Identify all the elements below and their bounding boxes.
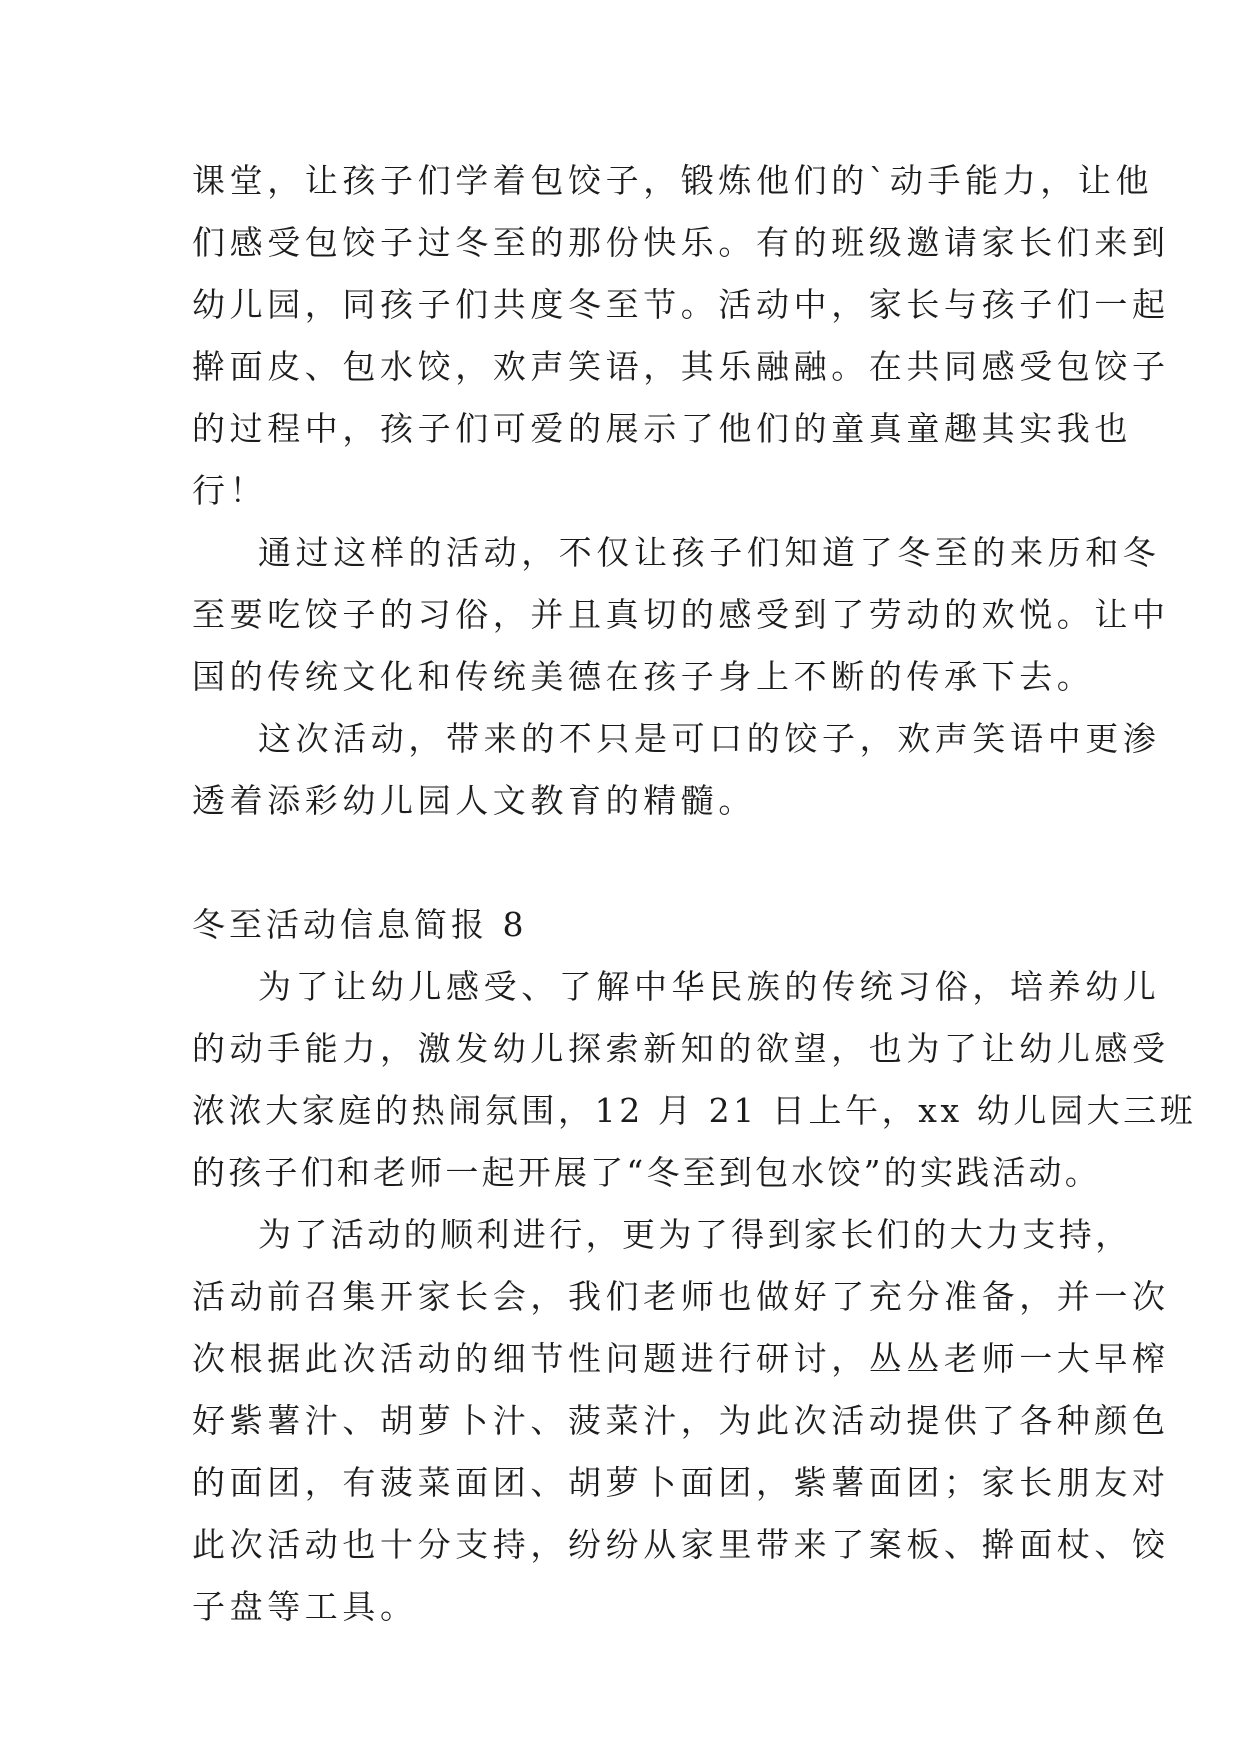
text-line: 通过这样的活动，不仅让孩子们知道了冬至的来历和冬: [258, 533, 1161, 572]
text-line: 的过程中，孩子们可爱的展示了他们的童真童趣其实我也: [192, 409, 1132, 448]
paragraph-result: [192, 522, 1170, 708]
text-line: 课堂，让孩子们学着包饺子，锻炼他们的`动手能力，让他: [192, 161, 1154, 200]
section-title: 冬至活动信息简报 8: [192, 905, 528, 944]
text-line: 这次活动，带来的不只是可口的饺子，欢声笑语中更渗: [258, 719, 1161, 758]
text-line: 此次活动也十分支持，纷纷从家里带来了案板、擀面杖、饺: [192, 1525, 1170, 1564]
text-line: 们感受包饺子过冬至的那份快乐。有的班级邀请家长们来到: [192, 223, 1170, 262]
text-line: 好紫薯汁、胡萝卜汁、菠菜汁，为此次活动提供了各种颜色: [192, 1401, 1170, 1440]
paragraph-continuation: [192, 150, 1170, 522]
text-line: 为了让幼儿感受、了解中华民族的传统习俗，培养幼儿: [258, 967, 1161, 1006]
document-body: [192, 150, 1197, 1638]
text-line: 浓浓大家庭的热闹氛围，12 月 21 日上午，xx 幼儿园大三班: [192, 1091, 1197, 1130]
paragraph-preparation: [192, 1204, 1170, 1638]
text-line: 透着添彩幼儿园人文教育的精髓。: [192, 781, 756, 820]
text-line: 次根据此次活动的细节性问题进行研讨，丛丛老师一大早榨: [192, 1339, 1170, 1378]
text-line: 的动手能力，激发幼儿探索新知的欲望，也为了让幼儿感受: [192, 1029, 1170, 1068]
text-line: 行！: [192, 471, 268, 510]
text-line: 为了活动的顺利进行，更为了得到家长们的大力支持，: [258, 1215, 1132, 1254]
text-line: 的孩子们和老师一起开展了“冬至到包水饺”的实践活动。: [192, 1153, 1101, 1192]
text-line: 幼儿园，同孩子们共度冬至节。活动中，家长与孩子们一起: [192, 285, 1170, 324]
text-line: 擀面皮、包水饺，欢声笑语，其乐融融。在共同感受包饺子: [192, 347, 1170, 386]
text-line: 至要吃饺子的习俗，并且真切的感受到了劳动的欢悦。让中: [192, 595, 1170, 634]
paragraph-intro: [192, 956, 1197, 1204]
text-line: 活动前召集开家长会，我们老师也做好了充分准备，并一次: [192, 1277, 1170, 1316]
text-line: 的面团，有菠菜面团、胡萝卜面团，紫薯面团；家长朋友对: [192, 1463, 1170, 1502]
text-line: 国的传统文化和传统美德在孩子身上不断的传承下去。: [192, 657, 1095, 696]
text-line: 子盘等工具。: [192, 1587, 418, 1626]
paragraph-summary: [192, 708, 1161, 832]
